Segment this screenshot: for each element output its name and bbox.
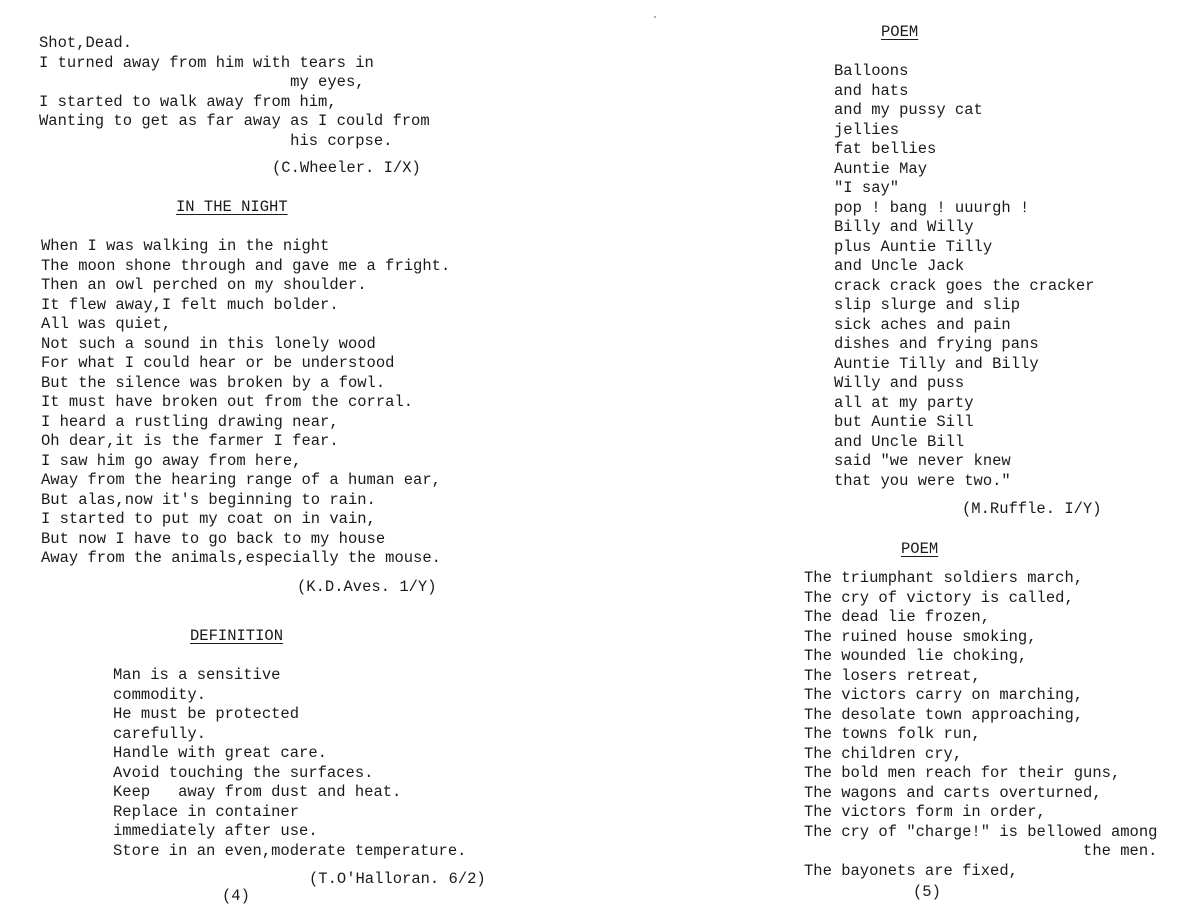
poem-line: Then an owl perched on my shoulder. (41, 276, 367, 294)
poem-line: crack crack goes the cracker (834, 276, 1095, 295)
poem-line: It flew away,I felt much bolder. (41, 295, 339, 314)
poem-line: but Auntie Sill (834, 413, 974, 431)
poem-line: The wounded lie choking, (804, 647, 1028, 665)
poem-line: Man is a sensitive (113, 666, 281, 684)
poem-line: the men. (804, 842, 1158, 860)
author-t-o-halloran: (T.O'Halloran. 6/2) (309, 870, 486, 888)
poem-line: The towns folk run, (804, 725, 981, 743)
poem-line: all at my party (834, 393, 974, 412)
poem-line: my eyes, (39, 73, 365, 91)
poem-line: But the silence was broken by a fowl. (41, 373, 386, 392)
poem-line: and my pussy cat (834, 101, 983, 119)
poem-line: I saw him go away from here, (41, 451, 302, 470)
poem-line: carefully. (113, 724, 207, 743)
poem-line: The victors carry on marching, (804, 686, 1084, 704)
poem-line: Keep away from dust and heat. (113, 783, 402, 801)
poem-line: The children cry, (804, 744, 963, 763)
poem-line: plus Auntie Tilly (834, 237, 993, 256)
poem-line: I started to walk away from him, (39, 92, 337, 111)
page-number-right: (5) (913, 883, 941, 901)
poem-line: The bold men reach for their guns, (804, 764, 1121, 782)
poem-line: dishes and frying pans (834, 335, 1039, 353)
poem-line: Avoid touching the surfaces. (113, 763, 374, 782)
poem-line: "I say" (834, 179, 900, 197)
poem-line: The dead lie frozen, (804, 608, 991, 626)
author-k-d-aves: (K.D.Aves. 1/Y) (297, 578, 437, 596)
poem-line: slip slurge and slip (834, 296, 1021, 314)
poem-line: Balloons (834, 62, 909, 80)
poem-line: But alas,now it's beginning to rain. (41, 490, 376, 509)
poem-line: But now I have to go back to my house (41, 529, 386, 548)
poem-title-poem-soldiers: POEM (901, 540, 939, 558)
poem-line: Store in an even,moderate temperature. (113, 841, 467, 860)
poem-line: immediately after use. (113, 822, 318, 840)
poem-line: and Uncle Bill (834, 432, 965, 451)
poem-line: pop ! bang ! uuurgh ! (834, 198, 1030, 217)
poem-line: The bayonets are fixed, (804, 861, 1018, 880)
poem-line: Auntie Tilly and Billy (834, 354, 1039, 373)
poem-line: Billy and Willy (834, 218, 974, 236)
author-m-ruffle: (M.Ruffle. I/Y) (962, 500, 1102, 518)
poem-line: fat bellies (834, 140, 937, 158)
poem-line: said "we never knew (834, 452, 1011, 470)
poem-line: I started to put my coat on in vain, (41, 510, 376, 528)
poem-line: He must be protected (113, 705, 300, 723)
page-number-left: (4) (222, 887, 250, 905)
poem-line: When I was walking in the night (41, 237, 330, 255)
left-page (0, 0, 600, 905)
paper-speck (654, 16, 656, 18)
poem-line: Wanting to get as far away as I could from (39, 112, 430, 130)
poem-line: The desolate town approaching, (804, 705, 1084, 724)
poem-line: that you were two." (834, 471, 1011, 490)
poem-line: The cry of victory is called, (804, 588, 1074, 607)
poem-title-definition: DEFINITION (190, 627, 284, 645)
poem-line: Away from the hearing range of a human ear, (41, 471, 441, 489)
poem-line: It must have broken out from the corral. (41, 393, 414, 411)
poem-title-poem-party: POEM (881, 23, 919, 41)
poem-line: jellies (834, 120, 900, 139)
poem-line: The moon shone through and gave me a fright. (41, 256, 451, 275)
poem-line: The ruined house smoking, (804, 627, 1037, 646)
poem-line: The cry of "charge!" is bellowed among (804, 822, 1158, 841)
poem-line: Shot,Dead. (39, 34, 133, 52)
poem-line: The wagons and carts overturned, (804, 783, 1102, 802)
poem-line: and hats (834, 81, 909, 100)
poem-line: and Uncle Jack (834, 257, 965, 275)
poem-line: his corpse. (39, 131, 393, 150)
poem-line: Handle with great care. (113, 744, 327, 762)
poem-line: The triumphant soldiers march, (804, 569, 1084, 587)
poem-line: Willy and puss (834, 374, 965, 392)
poem-line: I heard a rustling drawing near, (41, 412, 339, 431)
poem-line: commodity. (113, 685, 207, 704)
poem-line: Oh dear,it is the farmer I fear. (41, 432, 339, 450)
poem-line: For what I could hear or be understood (41, 354, 395, 372)
poem-line: sick aches and pain (834, 315, 1011, 334)
poem-line: The victors form in order, (804, 803, 1046, 821)
right-page (600, 0, 1203, 900)
poem-line: Away from the animals,especially the mouse. (41, 549, 441, 567)
poem-line: I turned away from him with tears in (39, 53, 374, 72)
author-c-wheeler: (C.Wheeler. I/X) (272, 159, 421, 177)
poem-line: Auntie May (834, 159, 928, 178)
poem-line: The losers retreat, (804, 666, 981, 685)
poem-title-in-the-night: IN THE NIGHT (176, 198, 288, 216)
poem-line: Not such a sound in this lonely wood (41, 334, 376, 353)
poem-line: All was quiet, (41, 315, 172, 333)
poem-line: Replace in container (113, 802, 300, 821)
